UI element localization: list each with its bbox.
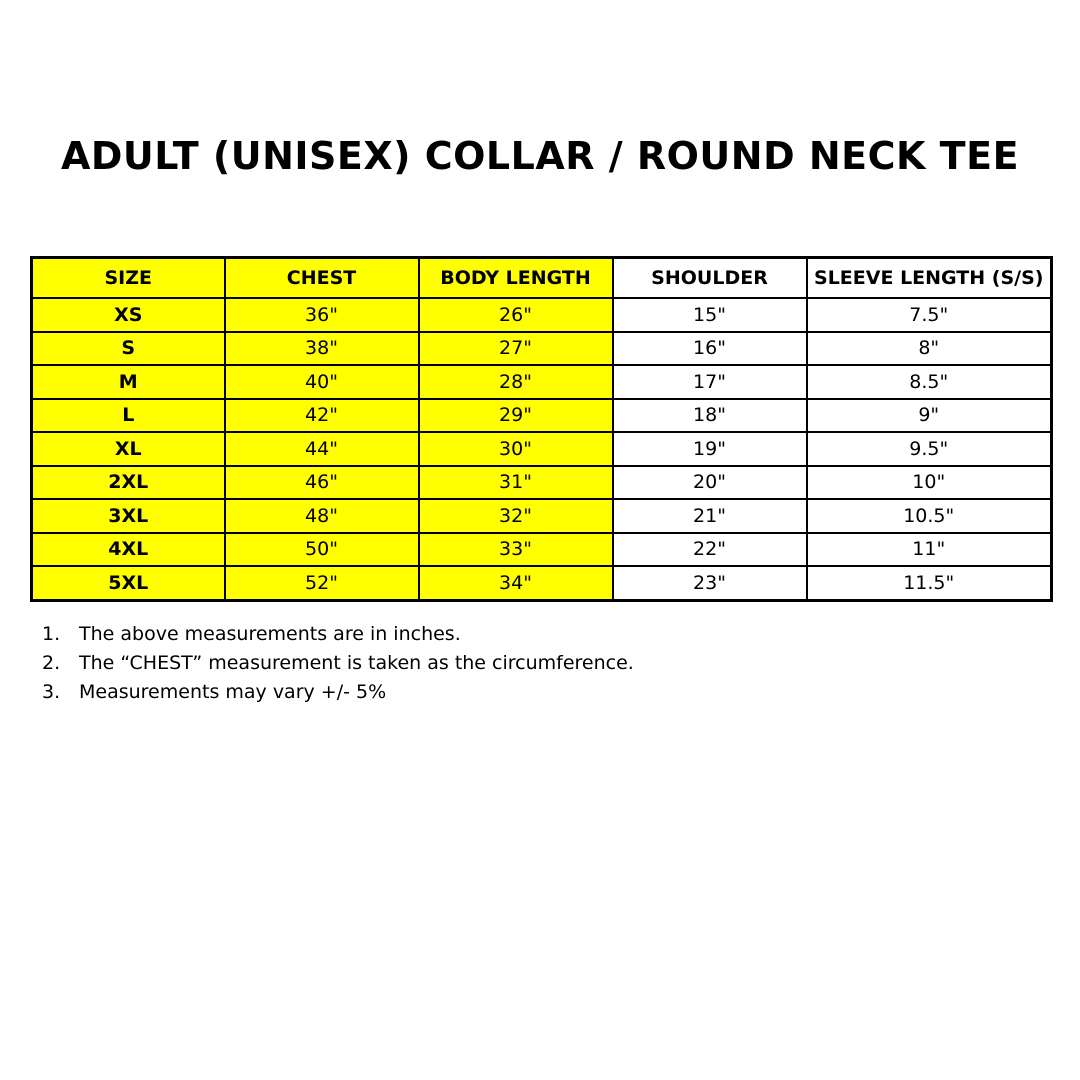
cell-chest: 36" (225, 298, 419, 332)
note-text: The “CHEST” measurement is taken as the circumference. (79, 652, 634, 674)
cell-body-length: 34" (419, 566, 613, 600)
size-chart-table (30, 256, 1053, 602)
cell-sleeve-length: 8.5" (807, 365, 1052, 399)
notes-list (42, 620, 634, 707)
cell-shoulder: 21" (613, 499, 807, 533)
cell-size: 5XL (32, 566, 225, 600)
cell-shoulder: 19" (613, 432, 807, 466)
cell-body-length: 31" (419, 466, 613, 500)
cell-shoulder: 16" (613, 332, 807, 366)
cell-sleeve-length: 9.5" (807, 432, 1052, 466)
cell-size: S (32, 332, 225, 366)
cell-sleeve-length: 10" (807, 466, 1052, 500)
cell-size: M (32, 365, 225, 399)
table-row (32, 399, 1052, 433)
list-item (42, 620, 634, 649)
cell-shoulder: 20" (613, 466, 807, 500)
table-row (32, 365, 1052, 399)
cell-body-length: 33" (419, 533, 613, 567)
cell-size: 2XL (32, 466, 225, 500)
cell-sleeve-length: 11.5" (807, 566, 1052, 600)
table-row (32, 432, 1052, 466)
header-size: SIZE (32, 258, 225, 299)
header-chest: CHEST (225, 258, 419, 299)
cell-shoulder: 18" (613, 399, 807, 433)
note-number: 3. (42, 681, 61, 703)
page-title: ADULT (UNISEX) COLLAR / ROUND NECK TEE (60, 134, 1020, 178)
cell-chest: 40" (225, 365, 419, 399)
cell-sleeve-length: 9" (807, 399, 1052, 433)
table-row (32, 533, 1052, 567)
cell-body-length: 26" (419, 298, 613, 332)
table-header-row (32, 258, 1052, 299)
cell-body-length: 29" (419, 399, 613, 433)
cell-chest: 44" (225, 432, 419, 466)
table-row (32, 566, 1052, 600)
note-number: 2. (42, 652, 61, 674)
cell-chest: 42" (225, 399, 419, 433)
cell-shoulder: 22" (613, 533, 807, 567)
cell-sleeve-length: 7.5" (807, 298, 1052, 332)
cell-sleeve-length: 11" (807, 533, 1052, 567)
list-item (42, 678, 634, 707)
note-text: Measurements may vary +/- 5% (79, 681, 387, 703)
cell-body-length: 32" (419, 499, 613, 533)
cell-body-length: 27" (419, 332, 613, 366)
table-row (32, 499, 1052, 533)
cell-size: 4XL (32, 533, 225, 567)
cell-size: L (32, 399, 225, 433)
header-body-length: BODY LENGTH (419, 258, 613, 299)
cell-sleeve-length: 10.5" (807, 499, 1052, 533)
header-shoulder: SHOULDER (613, 258, 807, 299)
cell-shoulder: 23" (613, 566, 807, 600)
cell-shoulder: 15" (613, 298, 807, 332)
cell-size: XS (32, 298, 225, 332)
cell-size: XL (32, 432, 225, 466)
table-row (32, 466, 1052, 500)
note-text: The above measurements are in inches. (79, 623, 461, 645)
header-sleeve-length: SLEEVE LENGTH (S/S) (807, 258, 1052, 299)
cell-body-length: 30" (419, 432, 613, 466)
cell-chest: 50" (225, 533, 419, 567)
cell-size: 3XL (32, 499, 225, 533)
note-number: 1. (42, 623, 61, 645)
list-item (42, 649, 634, 678)
cell-chest: 52" (225, 566, 419, 600)
table-row (32, 332, 1052, 366)
table-row (32, 298, 1052, 332)
cell-sleeve-length: 8" (807, 332, 1052, 366)
cell-body-length: 28" (419, 365, 613, 399)
cell-shoulder: 17" (613, 365, 807, 399)
cell-chest: 46" (225, 466, 419, 500)
cell-chest: 38" (225, 332, 419, 366)
cell-chest: 48" (225, 499, 419, 533)
